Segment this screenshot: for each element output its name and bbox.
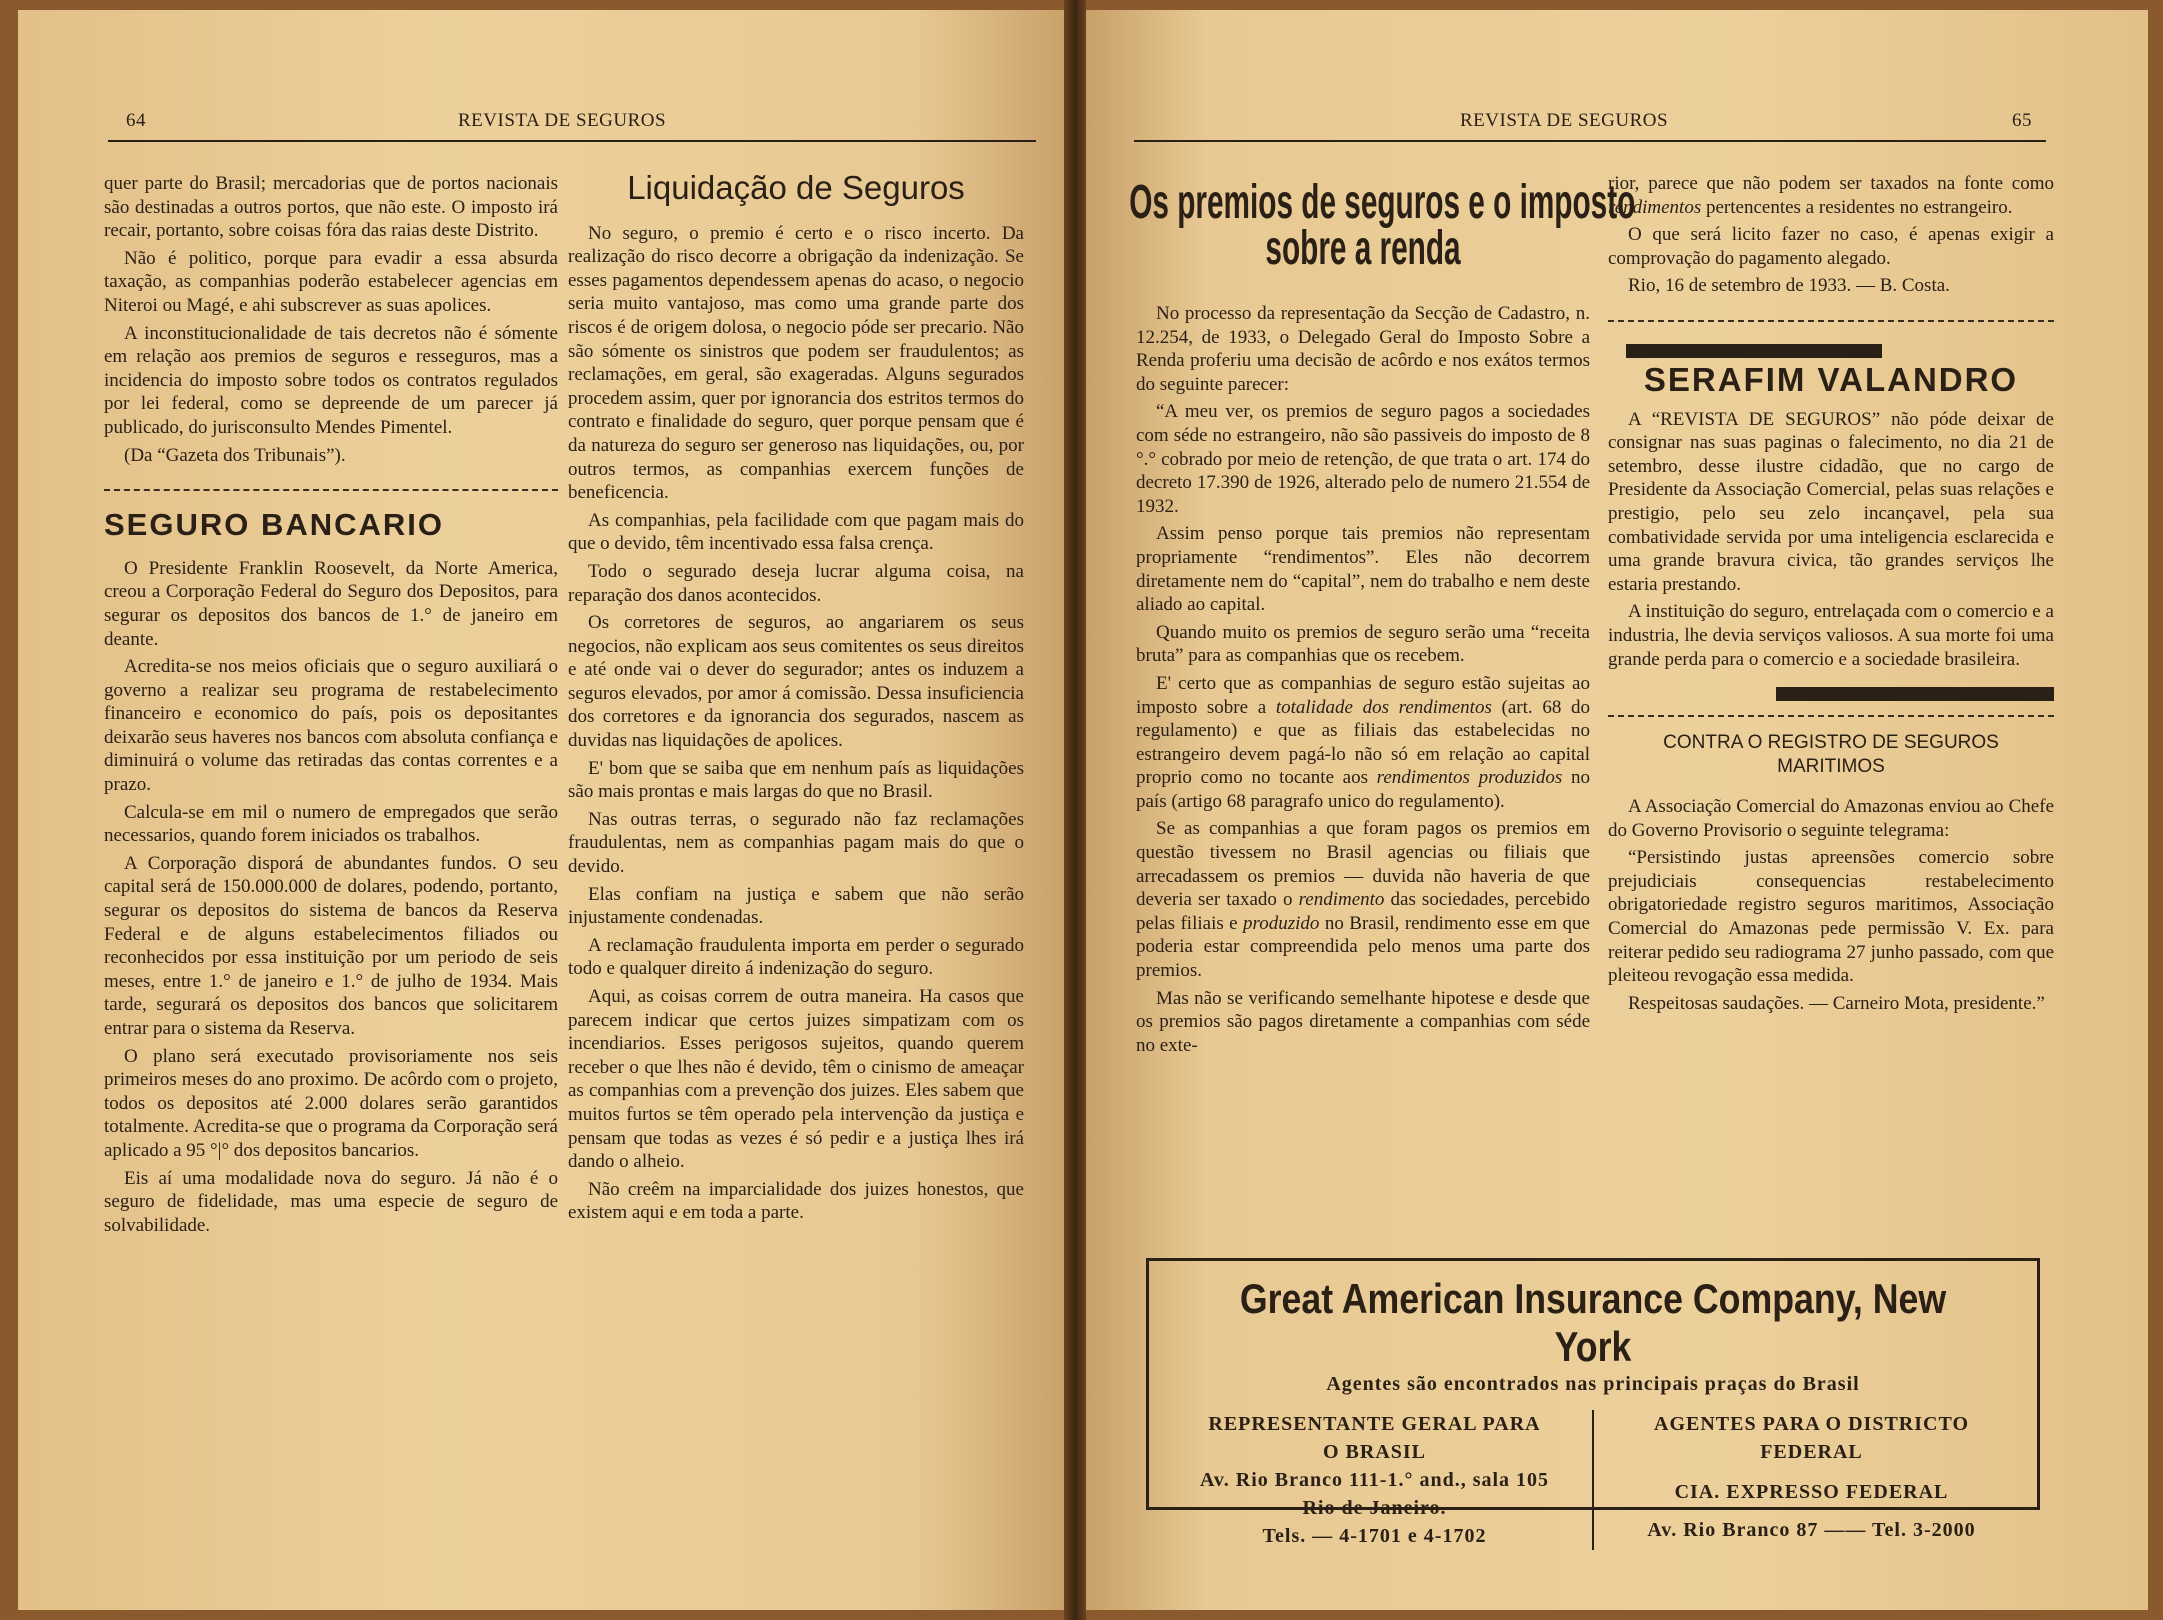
- article-paragraph: [1608, 172, 2054, 219]
- source-note: (Da “Gazeta dos Tribunais”).: [124, 444, 346, 466]
- article-paragraph: E' bom que se saiba que em nenhum país as liquidações são mais prontas e mais largas do que no Brasil.: [568, 757, 1024, 803]
- contra-heading-line2: MARITIMOS: [1777, 756, 1885, 778]
- page-number-right: 65: [2012, 110, 2032, 131]
- premios-heading-line1: Os premios de seguros e o imposto: [1129, 176, 1636, 229]
- right-column-2: [1608, 172, 2054, 1019]
- article-paragraph: Todo o segurado deseja lucrar alguma coisa, na reparação dos danos acontecidos.: [568, 560, 1024, 606]
- book-gutter: [1064, 0, 1086, 1620]
- ad-line: Rio de Janeiro.: [1302, 1497, 1447, 1519]
- article-paragraph: O que será licito fazer no caso, é apenas exigir a comprovação do pagamento alegado.: [1608, 224, 2054, 269]
- article-paragraph: Quando muito os premios de seguro serão uma “receita bruta” para as companhias que os recebem.: [1136, 621, 1590, 667]
- ad-line: Av. Rio Branco 111-1.° and., sala 105: [1199, 1469, 1550, 1491]
- text-run: rior, parece que não podem ser taxados na fonte como: [1608, 173, 2054, 194]
- ad-right-column: [1602, 1410, 2021, 1550]
- ad-columns: [1165, 1410, 2021, 1550]
- decorative-bar: [1626, 344, 1882, 358]
- premios-heading: [1129, 176, 1636, 275]
- article-paragraph: As companhias, pela facilidade com que pagam mais do que o devido, têm incentivado essa falsa crença.: [568, 509, 1024, 555]
- obituary-paragraph: A instituição do seguro, entrelaçada com o comercio e a industria, lhe devia serviços valiosos. A sua morte foi uma grande perda para o comercio e a sociedade brasileira.: [1608, 601, 2054, 670]
- header-rule-right: [1134, 140, 2046, 142]
- text-run: pertencentes a residentes no estrangeiro.: [1701, 196, 2013, 218]
- section-divider: [1608, 715, 2054, 717]
- article-paragraph: [1136, 817, 1590, 982]
- text-run: das sociedades, percebido pelas filiais e: [1136, 889, 1590, 934]
- italic-term: rendimentos: [1608, 196, 1702, 218]
- article-paragraph: No seguro, o premio é certo e o risco incerto. Da realização do risco decorre a obrigação da indenização. Se esses pagamentos dependessem apenas do acaso, o negocio seria muito vantajoso, mas como uma grande parte dos riscos é de origem dolosa, o negocio póde ser precario. Não são sómente os sinistros que podem ser fraudulentos; as reclamações, em geral, são exageradas. Alguns segurados procedem assim, quer por ignorancia dos estritos termos do contrato e finalidade do seguro, quer porque pensam que é da natureza do seguro ser generoso nas liquidações, ou, por outros termos, as companhias exercem funções de beneficencia.: [568, 222, 1024, 504]
- telegram-signature: Respeitosas saudações. — Carneiro Mota, presidente.”: [1628, 992, 2045, 1014]
- article-paragraph: Os corretores de seguros, ao angariarem os seus negocios, não explicam aos seus comitentes os seus direitos e até onde vai o dever do segurador; antes os induzem a seguros elevados, por amor á comissão. Dessa insuficiencia dos corretores e da ignorancia dos segurados, nascem as duvidas nas liquidações de apolices.: [568, 612, 1024, 752]
- article-paragraph: Aqui, as coisas correm de outra maneira. Ha casos que parecem indicar que certos juizes simpatizam com os incendiarios. Esses perigosos sujeitos, quando querem receber o que lhes não é devido, têm o cinismo de ameaçar as companhias com a prevenção dos juizes. Eles sabem que muitos furtos se têm operado pela intervenção da justiça e pensam que todas as vezes é só pedir e a justiça lhes irá dando o alheio.: [568, 986, 1024, 1173]
- contra-heading: [1608, 731, 2054, 779]
- article-paragraph: Calcula-se em mil o numero de empregados que serão necessarios, quando forem iniciados os trabalhos.: [104, 801, 558, 847]
- text-run: E' certo que as companhias de seguro estão sujeitas ao imposto sobre a: [1136, 672, 1590, 718]
- running-head-left: REVISTA DE SEGUROS: [458, 110, 667, 131]
- italic-term: produzido: [1243, 912, 1320, 934]
- intro-paragraph: quer parte do Brasil; mercadorias que de portos nacionais são destinadas a outros portos, que não este. O imposto irá recair, portanto, sobre coisas fóra das raias deste Distrito.: [104, 173, 558, 242]
- signature-line: Rio, 16 de setembro de 1933. — B. Costa.: [1628, 275, 1950, 297]
- decorative-bar: [1776, 687, 2054, 701]
- header-rule-left: [108, 140, 1036, 142]
- contra-heading-line1: CONTRA O REGISTRO DE SEGUROS: [1663, 732, 1999, 754]
- page-number-left: 64: [126, 110, 146, 131]
- ad-subtitle: Agentes são encontrados nas principais praças do Brasil: [1326, 1373, 1860, 1395]
- ad-divider: [1592, 1410, 1594, 1550]
- article-paragraph: A Corporação disporá de abundantes fundos. O seu capital será de 150.000.000 de dolares, podendo, portanto, segurar os depositos do sistema de bancos da Reserva Federal e de alguns estabelecimentos filiados ou reconhecidos por essa instituição por um periodo de seis meses, entre 1.° de janeiro e 1.° de julho de 1934. Mais tarde, segurará os depositos dos bancos que solicitarem entrar para o sistema da Reserva.: [104, 852, 558, 1039]
- article-paragraph: Mas não se verificando semelhante hipotese e desde que os premios são pagos diretamente a companhias com séde no exte-: [1136, 987, 1590, 1056]
- ad-line: REPRESENTANTE GERAL PARA: [1208, 1413, 1541, 1435]
- ad-line: Av. Rio Branco 87 —— Tel. 3-2000: [1647, 1519, 1976, 1541]
- italic-term: rendimentos produzidos: [1376, 767, 1563, 789]
- intro-paragraph: A inconstitucionalidade de tais decretos não é sómente em relação aos premios de seguros e resseguros, mas a incidencia do imposto sobre todos os contratos regulados por lei federal, como se depreende de um parecer já publicado, do jurisconsulto Mendes Pimentel.: [104, 322, 558, 438]
- running-head-right: REVISTA DE SEGUROS: [1460, 110, 1669, 131]
- article-paragraph: No processo da representação da Secção de Cadastro, n. 12.254, de 1933, o Delegado Geral do Imposto Sobre a Renda proferiu uma decisão de acôrdo e nos exátos termos do seguinte parecer:: [1136, 303, 1590, 395]
- article-paragraph: Assim penso porque tais premios não representam propriamente “rendimentos”. Eles não decorrem diretamente nem do “capital”, nem do trabalho e nem deste aliado ao capital.: [1136, 523, 1590, 616]
- intro-paragraph: Não é politico, porque para evadir a essa absurda taxação, as companhias poderão estabelecer agencias em Niteroi ou Magé, e ahi subscrever as suas apolices.: [104, 247, 558, 316]
- text-run: no país (artigo 68 paragrafo unico do regulamento).: [1136, 767, 1590, 812]
- article-paragraph: [1136, 672, 1590, 814]
- article-paragraph: “A meu ver, os premios de seguro pagos a sociedades com séde no estrangeiro, não são passiveis do imposto de 8 °.° cobrado por meio de retenção, de que trata o art. 174 do decreto 17.390 de 1926, alterado pelo de numero 21.554 de 1932.: [1136, 401, 1590, 517]
- great-american-advertisement: [1146, 1258, 2040, 1547]
- telegram-paragraph: “Persistindo justas apreensões comercio sobre prejudiciais consequencias restabelecimento obrigatoriedade registro seguros maritimos, Associação Comercial do Amazonas pede permissão V. Ex. para reiterar pedido seu radiograma 27 junho passado, com que pleiteou revogação essa medida.: [1608, 847, 2054, 987]
- seguro-bancario-heading: SEGURO BANCARIO: [104, 507, 445, 543]
- text-run: no Brasil, rendimento esse em que poderia estar compreendida pelo menos uma parte dos premios.: [1136, 912, 1590, 982]
- italic-term: rendimento: [1298, 889, 1385, 911]
- article-paragraph: O Presidente Franklin Roosevelt, da Norte America, creou a Corporação Federal do Seguro dos Depositos, para segurar os depositos dos bancos de 1.° de janeiro em deante.: [104, 557, 558, 650]
- article-paragraph: Eis aí uma modalidade nova do seguro. Já não é o seguro de fidelidade, mas uma especie de seguro de solvabilidade.: [104, 1167, 558, 1236]
- article-paragraph: Nas outras terras, o segurado não faz reclamações fraudulentas, nem as companhias pagam mais do que o devido.: [568, 808, 1024, 878]
- italic-term: totalidade dos rendimentos: [1275, 696, 1492, 718]
- ad-left-column: [1165, 1410, 1584, 1550]
- text-run: (art. 68 do regulamento) e que as filiais das estabelecidas no estrangeiro devem pagá-lo não só em relação ao capital proprio como no tocante aos: [1136, 696, 1590, 789]
- obituary-paragraph: A “REVISTA DE SEGUROS” não póde deixar de consignar nas suas paginas o falecimento, no dia 21 de setembro, desse ilustre cidadão, que no cargo de Presidente da Associação Comercial, pelas suas relações e prestigio, pelo seu zelo incançavel, pela sua combatividade servida por uma inteligencia esclarecida e uma grande bravura civica, tão grandes serviços lhe estaria prestando.: [1608, 408, 2054, 595]
- text-run: Se as companhias a que foram pagos os premios em questão tivessem no Brasil agencias ou filiais que arrecadassem os premios — duvida não haveria de que deveria ser taxado o: [1136, 818, 1590, 911]
- ad-line: CIA. EXPRESSO FEDERAL: [1674, 1481, 1949, 1503]
- article-paragraph: Acredita-se nos meios oficiais que o seguro auxiliará o governo a realizar seu programa de restabelecimento financeiro e economico do país, pois os depositantes deixarão seus haveres nos bancos com absoluta confiança e diminuirá o volume das retiradas das contas correntes e a prazo.: [104, 656, 558, 796]
- left-column-1: [104, 172, 558, 1241]
- article-paragraph: O plano será executado provisoriamente nos seis primeiros meses do ano proximo. De acôrdo com o projeto, todos os depositos até 2.000 dolares serão garantidos totalmente. Acredita-se que o programa da Corporação será aplicado a 95 °|° dos depositos bancarios.: [104, 1045, 558, 1161]
- section-divider: [1608, 320, 2054, 322]
- right-column-1: [1129, 172, 1636, 1061]
- ad-line: AGENTES PARA O DISTRICTO: [1654, 1413, 1969, 1435]
- ad-title: Great American Insurance Company, New York: [1239, 1275, 1947, 1370]
- ad-line: O BRASIL: [1322, 1441, 1427, 1463]
- section-divider: [104, 489, 558, 491]
- article-paragraph: A Associação Comercial do Amazonas enviou ao Chefe do Governo Provisorio o seguinte telegrama:: [1608, 796, 2054, 841]
- article-paragraph: Não creêm na imparcialidade dos juizes honestos, que existem aqui e em toda a parte.: [568, 1178, 1024, 1224]
- serafim-heading: SERAFIM VALANDRO: [1643, 360, 2019, 398]
- liquidacao-heading: Liquidação de Seguros: [627, 169, 965, 206]
- ad-line: FEDERAL: [1760, 1441, 1863, 1463]
- article-paragraph: Elas confiam na justiça e sabem que não serão injustamente condenadas.: [568, 883, 1024, 929]
- premios-heading-line2: sobre a renda: [1265, 222, 1461, 275]
- article-paragraph: A reclamação fraudulenta importa em perder o segurado todo e qualquer direito á indenização do seguro.: [568, 934, 1024, 980]
- left-column-2: [568, 169, 1024, 1229]
- ad-line: Tels. — 4-1701 e 4-1702: [1262, 1525, 1487, 1547]
